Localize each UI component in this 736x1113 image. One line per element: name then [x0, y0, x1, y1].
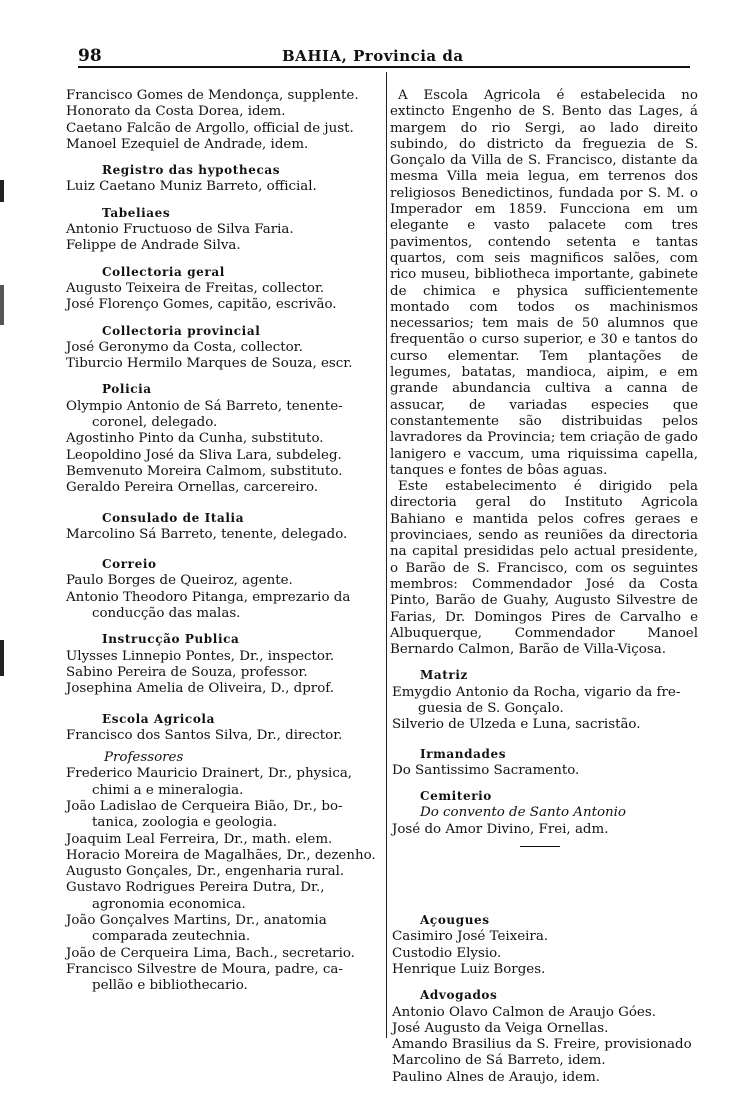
entry-line: Francisco Gomes de Mendonça, supplente.	[66, 88, 359, 103]
entry-line: Horacio Moreira de Magalhães, Dr., dezenho.	[66, 847, 376, 863]
entry-continuation: comparada zeutechnia.	[92, 929, 251, 945]
section-heading-cemiterio: Cemiterio	[420, 789, 492, 804]
right-column	[390, 88, 698, 1086]
entry-line: João de Cerqueira Lima, Bach., secretario.	[66, 945, 355, 961]
entry-line: Antonio Fructuoso de Silva Faria.	[66, 222, 294, 238]
entry-line: Augusto Teixeira de Freitas, collector.	[66, 280, 325, 296]
entry-line: Antonio Olavo Calmon de Araujo Góes.	[392, 1004, 656, 1020]
entry-line: José Florenço Gomes, capitão, escrivão.	[66, 297, 337, 313]
entry-line: Paulino Alnes de Araujo, idem.	[392, 1069, 601, 1085]
entry-line: Caetano Falcão de Argollo, official de just.	[66, 120, 354, 136]
escola-description-paragraph: A Escola Agricola é estabelecida no extincto Engenho de S. Bento das Lages, á margem do rio Sergi, ao lado direito subindo, do districto da freguezia de S. Gonçalo da Villa de S. Francisco, distante da mesma Villa meia legua, em terrenos dos religiosos Benedictinos, fundada por S. M. o Imperador em 1859. Funcciona em um elegante e vasto palacete com tres pavimentos, contendo setenta e tantas quartos, com seis magnificos salões, com rico museu, bibliotheca importante, gabinete de chimica e physica sufficientemente montado com todos os machinismos necessarios; tem mais de 50 alumnos que frequentão o curso superior, e 30 e tantos do curso elementar. Tem plantações de legumes, batatas, mandioca, aipim, e em grande abundancia cultiva a canna de assucar, de variadas especies que constantemente são distribuidas pelos lavradores da Provincia; tem criação de gado lanigero e vaccum, uma riquissima capella, tanques e fontes de bôas aguas.	[390, 88, 698, 478]
section-heading-acougues: Açougues	[420, 913, 490, 928]
margin-mark	[0, 640, 4, 676]
margin-mark	[0, 180, 4, 202]
entry-line: Frederico Mauricio Drainert, Dr., physica,	[66, 766, 353, 782]
entry-continuation: chimi a e mineralogia.	[92, 782, 244, 798]
cemiterio-subtitle: Do convento de Santo Antonio	[420, 805, 626, 821]
subheading-professores: Professores	[104, 750, 184, 766]
entry-line: José do Amor Divino, Frei, adm.	[392, 821, 609, 837]
column-divider	[386, 72, 387, 1038]
entry-continuation: conducção das malas.	[92, 606, 241, 622]
section-heading-advogados: Advogados	[420, 988, 498, 1003]
entry-line: Francisco Silvestre de Moura, padre, ca-	[66, 961, 343, 977]
entry-line: Custodio Elysio.	[392, 945, 502, 961]
directoria-paragraph: Este estabelecimento é dirigido pela directoria geral do Instituto Agricola Bahiano e mantida pelos cofres geraes e provinciaes, sendo as reuniões da directoria na capital presididas pelo actual presidente, o Barão de S. Francisco, com os seguintes membros: Commendador José da Costa Pinto, Barão de Guahy, Augusto Silvestre de Farias, Dr. Domingos Pires de Carvalho e Albuquerque, Commendador Manoel Bernardo Calmon, Barão de Villa-Viçosa.	[390, 479, 698, 658]
entry-line: Gustavo Rodrigues Pereira Dutra, Dr.,	[66, 880, 325, 896]
entry-line: Antonio Theodoro Pitanga, emprezario da	[66, 589, 351, 605]
entry-line: Bemvenuto Moreira Calmom, substituto.	[66, 463, 343, 479]
entry-line: Henrique Luiz Borges.	[392, 961, 546, 977]
entry-line: João Gonçalves Martins, Dr., anatomia	[66, 913, 327, 929]
entry-continuation: guesia de S. Gonçalo.	[418, 700, 564, 716]
entry-line: Marcolino Sá Barreto, tenente, delegado.	[66, 526, 348, 542]
section-heading-instruccao: Instrucção Publica	[102, 632, 240, 647]
entry-line: Paulo Borges de Queiroz, agente.	[66, 573, 293, 589]
margin-mark	[0, 285, 4, 325]
entry-line: Do Santissimo Sacramento.	[392, 762, 580, 778]
section-heading-escola: Escola Agricola	[102, 711, 215, 726]
entry-line: Honorato da Costa Dorea, idem.	[66, 104, 286, 120]
section-heading-collectoria-provincial: Collectoria provincial	[102, 323, 261, 338]
page-header	[0, 44, 736, 74]
section-heading-consulado: Consulado de Italia	[102, 510, 245, 525]
entry-line: Tiburcio Hermilo Marques de Souza, escr.	[66, 356, 353, 372]
entry-line: Marcolino de Sá Barreto, idem.	[392, 1053, 606, 1069]
left-column	[64, 88, 382, 995]
running-title: BAHIA, Provincia da	[282, 47, 464, 65]
section-heading-registro: Registro das hypothecas	[102, 163, 281, 178]
entry-line: Sabino Pereira de Souza, professor.	[66, 664, 308, 680]
entry-line: Amando Brasilius da S. Freire, provisionado	[392, 1037, 692, 1053]
entry-line: Felippe de Andrade Silva.	[66, 238, 241, 254]
entry-line: Manoel Ezequiel de Andrade, idem.	[66, 136, 309, 152]
entry-continuation: tanica, zoologia e geologia.	[92, 815, 278, 831]
entry-line: Casimiro José Teixeira.	[392, 929, 549, 945]
entry-continuation: pellão e bibliothecario.	[92, 978, 248, 994]
section-heading-tabeliaes: Tabeliaes	[102, 205, 171, 220]
header-rule	[78, 66, 690, 68]
entry-line: Ulysses Linnepio Pontes, Dr., inspector.	[66, 648, 335, 664]
section-heading-irmandades: Irmandades	[420, 746, 507, 761]
section-heading-collectoria-geral: Collectoria geral	[102, 264, 225, 279]
entry-line: José Geronymo da Costa, collector.	[66, 339, 303, 355]
section-heading-matriz: Matriz	[420, 668, 468, 683]
page-number: 98	[78, 46, 102, 66]
entry-line: Josephina Amelia de Oliveira, D., dprof.	[66, 681, 335, 697]
section-heading-correio: Correio	[102, 557, 157, 572]
section-heading-policia: Policia	[102, 382, 152, 397]
entry-line: João Ladislao de Cerqueira Bião, Dr., bo-	[66, 798, 343, 814]
entry-line: Leopoldino José da Sliva Lara, subdeleg.	[66, 447, 342, 463]
entry-continuation: agronomia economica.	[92, 896, 246, 912]
entry-line: Silverio de Ulzeda e Luna, sacristão.	[392, 717, 641, 733]
entry-line: Agostinho Pinto da Cunha, substituto.	[66, 431, 324, 447]
entry-line: Joaquim Leal Ferreira, Dr., math. elem.	[66, 831, 333, 847]
entry-line: Francisco dos Santos Silva, Dr., director.	[66, 727, 343, 743]
entry-line: Luiz Caetano Muniz Barreto, official.	[66, 179, 317, 195]
entry-line: Olympio Antonio de Sá Barreto, tenente-	[66, 398, 343, 414]
entry-line: José Augusto da Veiga Ornellas.	[392, 1020, 609, 1036]
entry-line: Emygdio Antonio da Rocha, vigario da fre-	[392, 684, 681, 700]
entry-continuation: coronel, delegado.	[92, 415, 218, 431]
entry-line: Augusto Gonçales, Dr., engenharia rural.	[66, 864, 345, 880]
entry-line: Geraldo Pereira Ornellas, carcereiro.	[66, 480, 319, 496]
